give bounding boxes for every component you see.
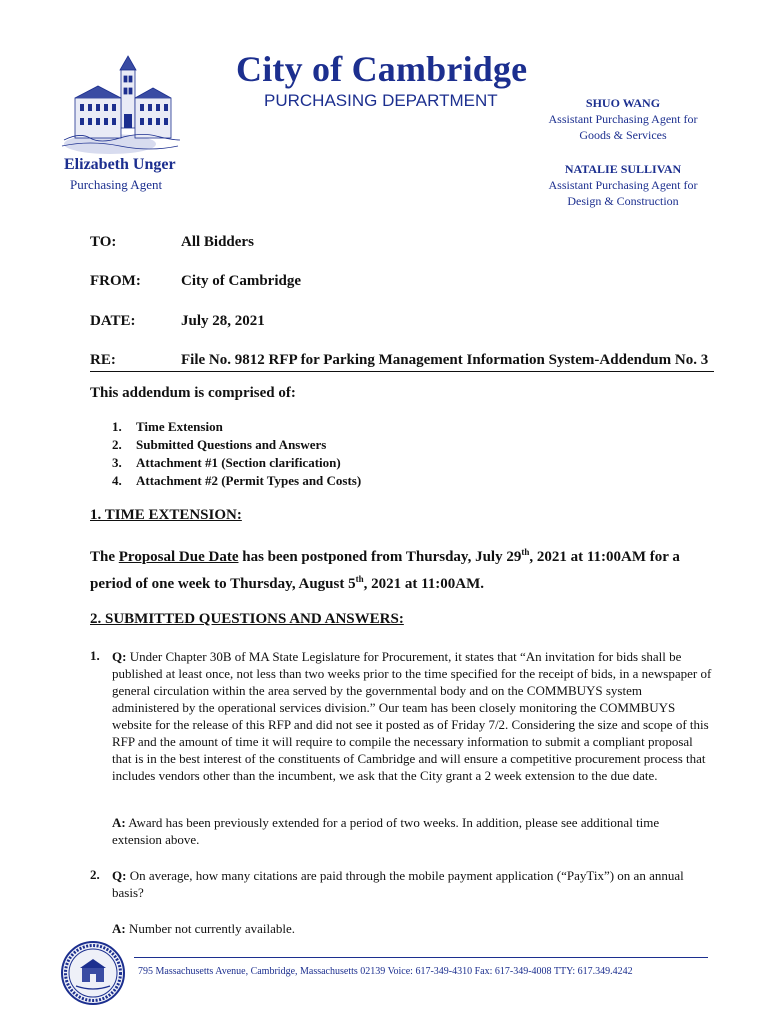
from-value: City of Cambridge [181,273,301,289]
purchasing-agent-name: Elizabeth Unger [64,156,176,173]
from-label: FROM: [90,273,141,289]
due-date-paragraph: The Proposal Due Date has been postponed from Thursday, July 29th, 2021 at 11:00AM for a period of one week to Thursday, August 5th, 2021 at 11:00AM. [90,547,680,592]
agent-title: Design & Construction [567,194,679,208]
addendum-intro: This addendum is comprised of: [90,385,296,401]
city-seal-icon [60,940,126,1006]
agent-title: Assistant Purchasing Agent for [548,178,698,192]
date-label: DATE: [90,313,136,329]
date-value: July 28, 2021 [181,313,265,329]
question-number: 1. [90,648,100,663]
divider [90,371,714,372]
purchasing-agent-title: Purchasing Agent [70,177,163,192]
question-2: Q: On average, how many citations are paid through the mobile payment application (“PayTix”) on an annual basis? [112,868,684,900]
question-1: Q: Under Chapter 30B of MA State Legislature for Procurement, it states that “An invitation for bids shall be published at least once, not less than two weeks prior to the time specified for the receipt of bids, in a newspaper of general circulation within the area served by the governmental body and on the COMMBUYS system administered by the operational services division.” Our team has been closely monitoring the COMMBUYS website for the release of this RFP and did not see it posted as of Friday 7/2. Considering the size and scope of this RFP and the amount of time it will require to compile the necessary information to submit a compliant proposal that is in the best interest of the constituents of Cambridge and will ensure a competitive procurement process that includes vendors other than the incumbent, we ask that the City grant a 2 week extension to the due date. [112,649,712,783]
footer-divider [134,957,708,958]
section-heading-questions: 2. SUBMITTED QUESTIONS AND ANSWERS: [90,611,404,627]
to-value: All Bidders [181,234,254,250]
agent-title: Goods & Services [579,128,667,142]
list-item: 3. Attachment #1 (Section clarification) [112,455,341,470]
answer-2: A: Number not currently available. [112,921,296,936]
re-label: RE: [90,352,116,368]
list-item: 2. Submitted Questions and Answers [112,437,327,452]
re-value: File No. 9812 RFP for Parking Management Information System-Addendum No. 3 [181,352,709,368]
agent-block-design [540,161,706,209]
answer-1: A: Award has been previously extended for a period of two weeks. In addition, please see additional time extension above. [112,815,660,847]
addendum-list [112,418,361,490]
city-title: City of Cambridge [236,49,528,89]
list-item: 1. Time Extension [112,419,223,434]
footer-address: 795 Massachusetts Avenue, Cambridge, Massachusetts 02139 Voice: 617-349-4310 Fax: 617-349-4008 TTY: 617.349.4242 [138,966,633,977]
list-item: 4. Attachment #2 (Permit Types and Costs) [112,473,362,488]
due-date-label: Proposal Due Date [118,549,239,565]
city-hall-logo [60,52,182,158]
agent-name: NATALIE SULLIVAN [564,162,682,176]
section-heading-time-extension: 1. TIME EXTENSION: [90,507,242,523]
department-name: PURCHASING DEPARTMENT [264,91,498,110]
agent-title: Assistant Purchasing Agent for [548,112,698,126]
agent-name: SHUO WANG [585,96,661,110]
question-number: 2. [90,867,100,882]
agent-block-goods [540,95,706,143]
to-label: TO: [90,234,117,250]
